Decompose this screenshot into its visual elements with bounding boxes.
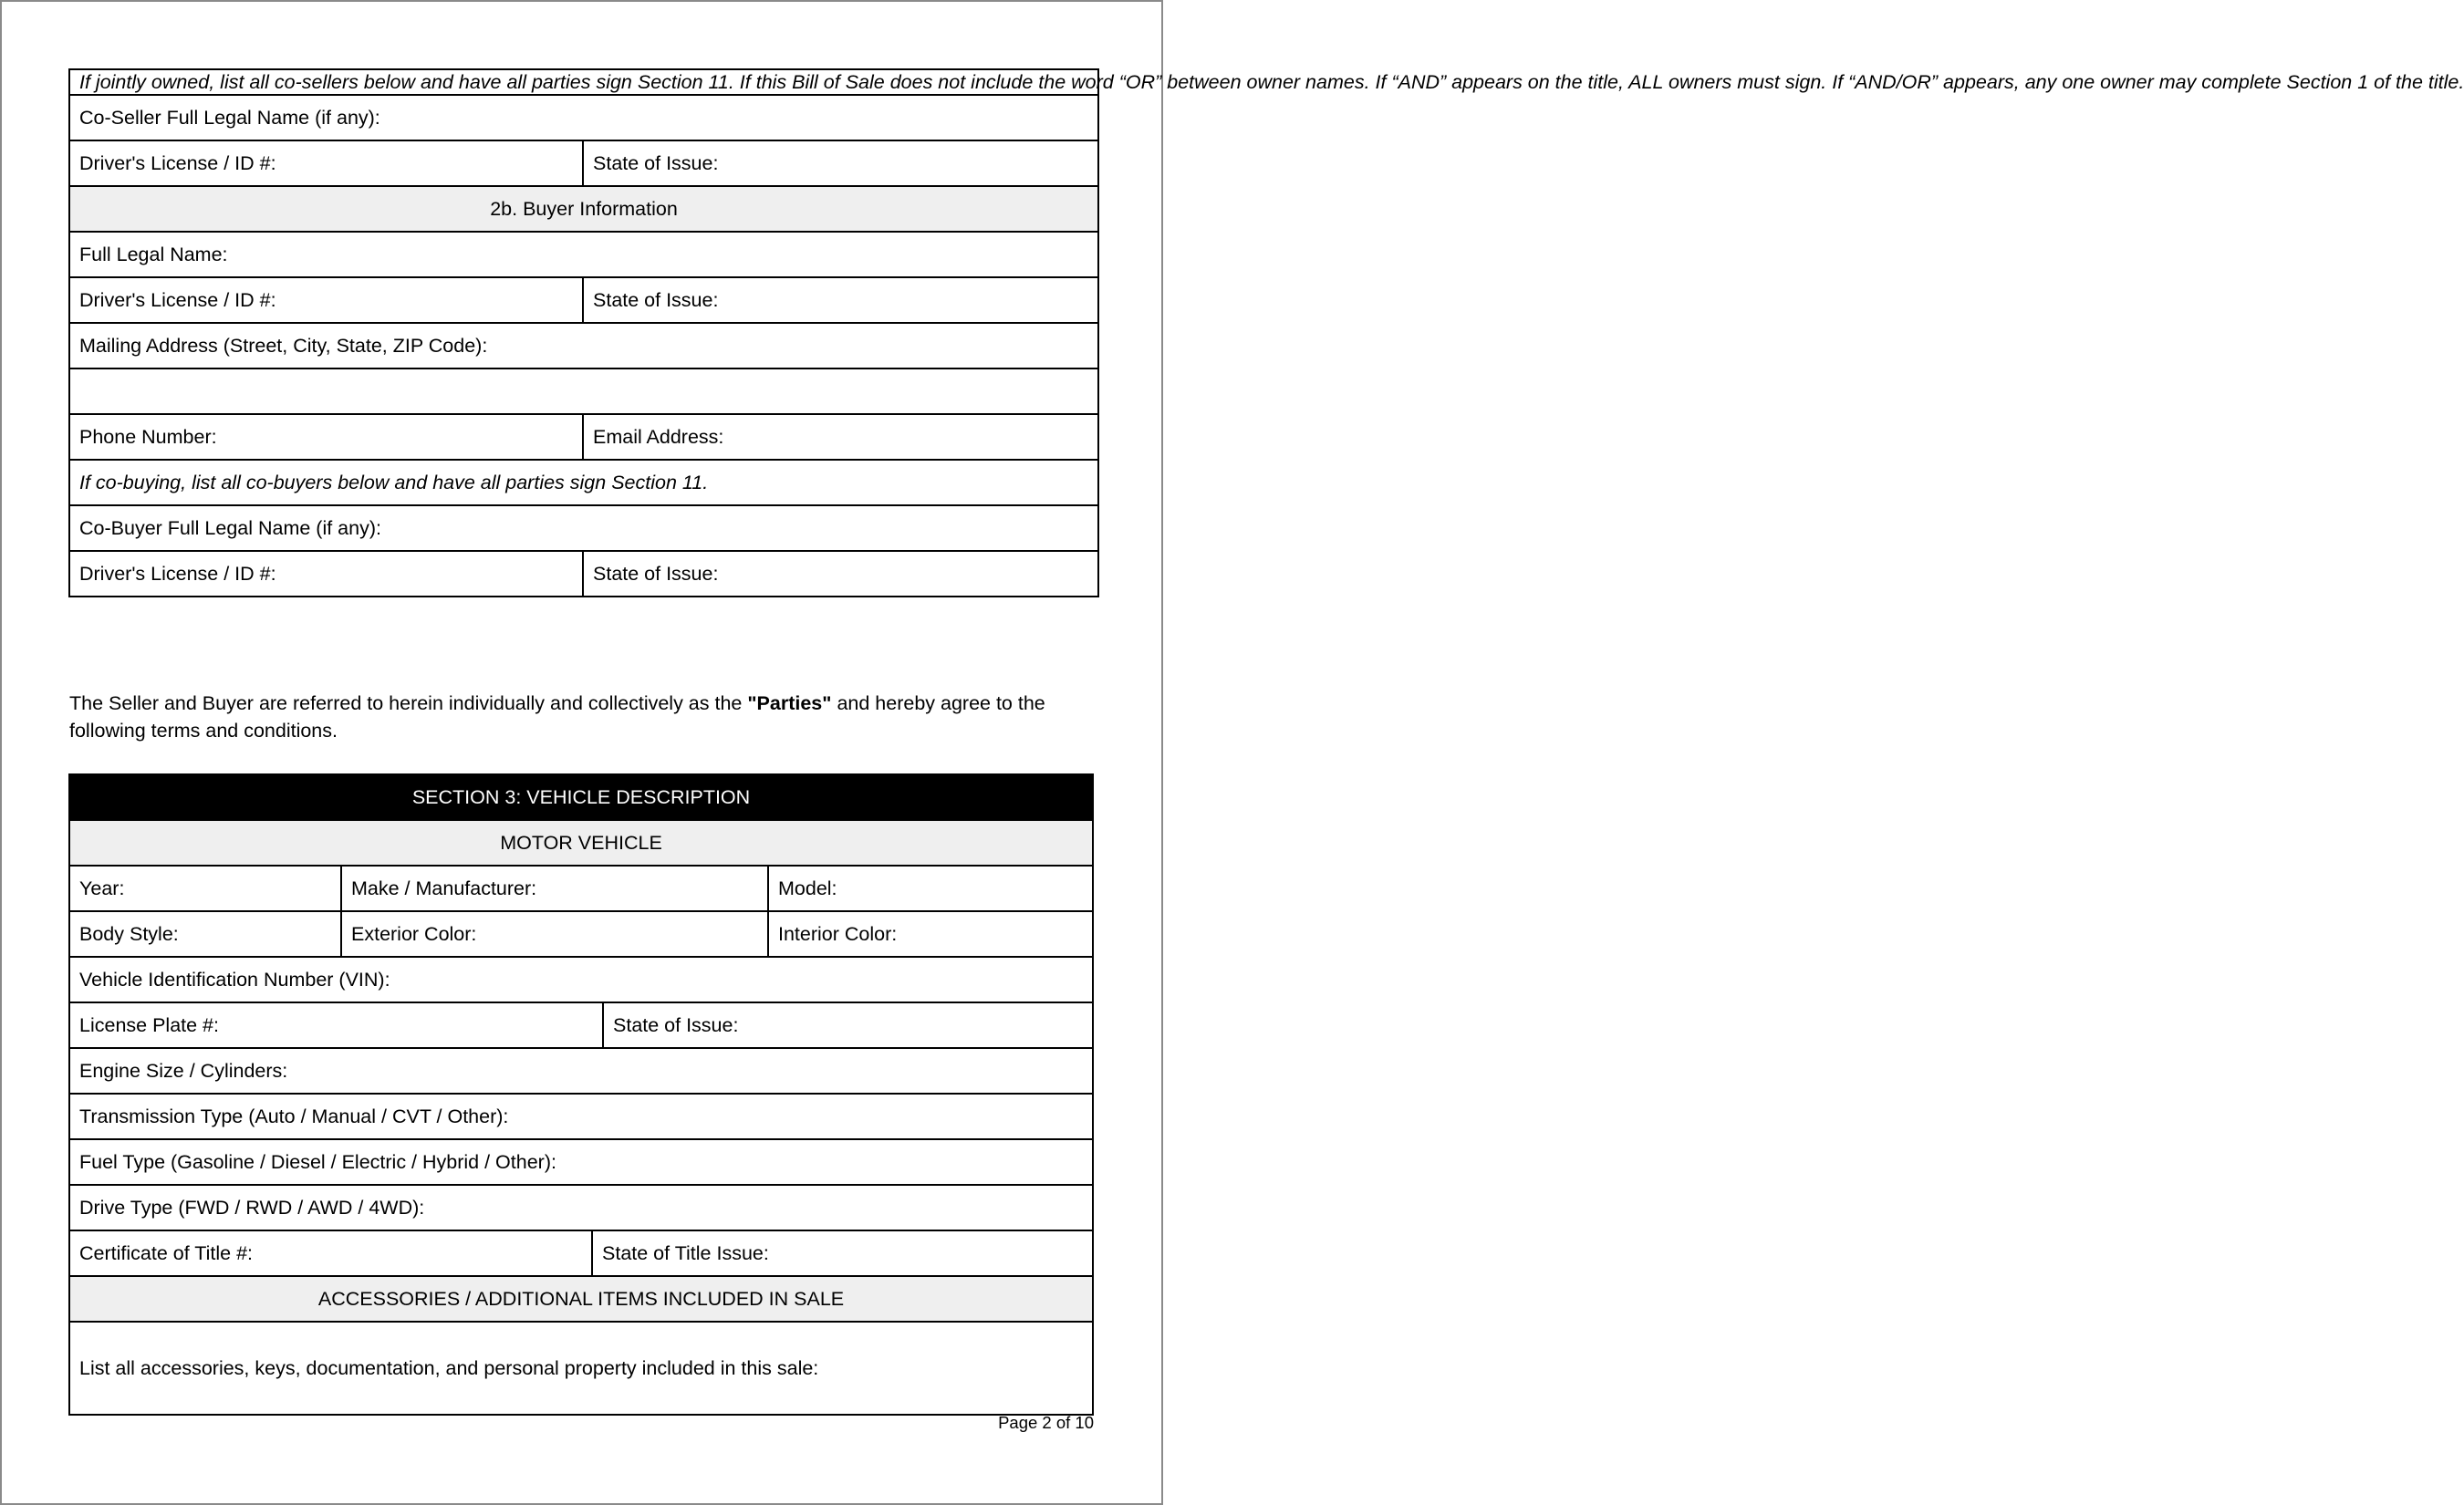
cobuyer-license-field[interactable]: Driver's License / ID #:	[69, 551, 583, 597]
vehicle-vin-field[interactable]: Vehicle Identification Number (VIN):	[69, 957, 1093, 1002]
buyer-phone-field[interactable]: Phone Number:	[69, 414, 583, 460]
buyer-license-field[interactable]: Driver's License / ID #:	[69, 277, 583, 323]
parties-term: "Parties"	[747, 692, 832, 714]
fuel-type-field[interactable]: Fuel Type (Gasoline / Diesel / Electric / Hybrid / Other):	[69, 1139, 1093, 1185]
vehicle-exterior-color-field[interactable]: Exterior Color:	[341, 911, 768, 957]
section-3-title: SECTION 3: VEHICLE DESCRIPTION	[69, 774, 1093, 820]
license-plate-field[interactable]: License Plate #:	[69, 1002, 603, 1048]
buyer-email-field[interactable]: Email Address:	[583, 414, 1098, 460]
parties-text-after: and hereby agree to the following terms and conditions.	[69, 692, 1045, 742]
vehicle-year-field[interactable]: Year:	[69, 866, 341, 911]
buyer-mailing-address-field[interactable]: Mailing Address (Street, City, State, ZIP Code):	[69, 323, 1098, 368]
accessories-list-field[interactable]: List all accessories, keys, documentation, and personal property included in this sale:	[69, 1322, 1093, 1415]
cobuyer-name-field[interactable]: Co-Buyer Full Legal Name (if any):	[69, 505, 1098, 551]
vehicle-make-field[interactable]: Make / Manufacturer:	[341, 866, 768, 911]
vehicle-interior-color-field[interactable]: Interior Color:	[768, 911, 1093, 957]
co-buying-note: If co-buying, list all co-buyers below and have all parties sign Section 11.	[69, 460, 1098, 505]
vehicle-description-table	[68, 773, 1094, 1416]
buyer-mailing-address-line2[interactable]	[69, 368, 1098, 414]
parties-text-before: The Seller and Buyer are referred to herein individually and collectively as the	[69, 692, 748, 714]
title-number-field[interactable]: Certificate of Title #:	[69, 1230, 592, 1276]
drive-type-field[interactable]: Drive Type (FWD / RWD / AWD / 4WD):	[69, 1185, 1093, 1230]
joint-ownership-note: If jointly owned, list all co-sellers below and have all parties sign Section 11. If this Bill of Sale does not include the word “OR” between owner names. If “AND” appears on the title, ALL owners must sign. If “AND/OR” appears, any one owner may complete Section 1 of the title.	[69, 69, 1098, 95]
vehicle-model-field[interactable]: Model:	[768, 866, 1093, 911]
cobuyer-license-state-field[interactable]: State of Issue:	[583, 551, 1098, 597]
engine-size-field[interactable]: Engine Size / Cylinders:	[69, 1048, 1093, 1094]
buyer-information-table	[68, 68, 2464, 597]
license-plate-state-field[interactable]: State of Issue:	[603, 1002, 1093, 1048]
title-state-field[interactable]: State of Title Issue:	[592, 1230, 1093, 1276]
coseller-license-state-field[interactable]: State of Issue:	[583, 140, 1098, 186]
buyer-full-name-field[interactable]: Full Legal Name:	[69, 232, 1098, 277]
page-number: Page 2 of 10	[998, 1413, 1094, 1432]
buyer-information-heading: 2b. Buyer Information	[69, 186, 1098, 232]
parties-paragraph	[69, 690, 1100, 744]
coseller-license-field[interactable]: Driver's License / ID #:	[69, 140, 583, 186]
coseller-name-field[interactable]: Co-Seller Full Legal Name (if any):	[69, 95, 1098, 140]
vehicle-body-style-field[interactable]: Body Style:	[69, 911, 341, 957]
motor-vehicle-heading: MOTOR VEHICLE	[69, 820, 1093, 866]
accessories-heading: ACCESSORIES / ADDITIONAL ITEMS INCLUDED IN SALE	[69, 1276, 1093, 1322]
buyer-license-state-field[interactable]: State of Issue:	[583, 277, 1098, 323]
transmission-type-field[interactable]: Transmission Type (Auto / Manual / CVT / Other):	[69, 1094, 1093, 1139]
